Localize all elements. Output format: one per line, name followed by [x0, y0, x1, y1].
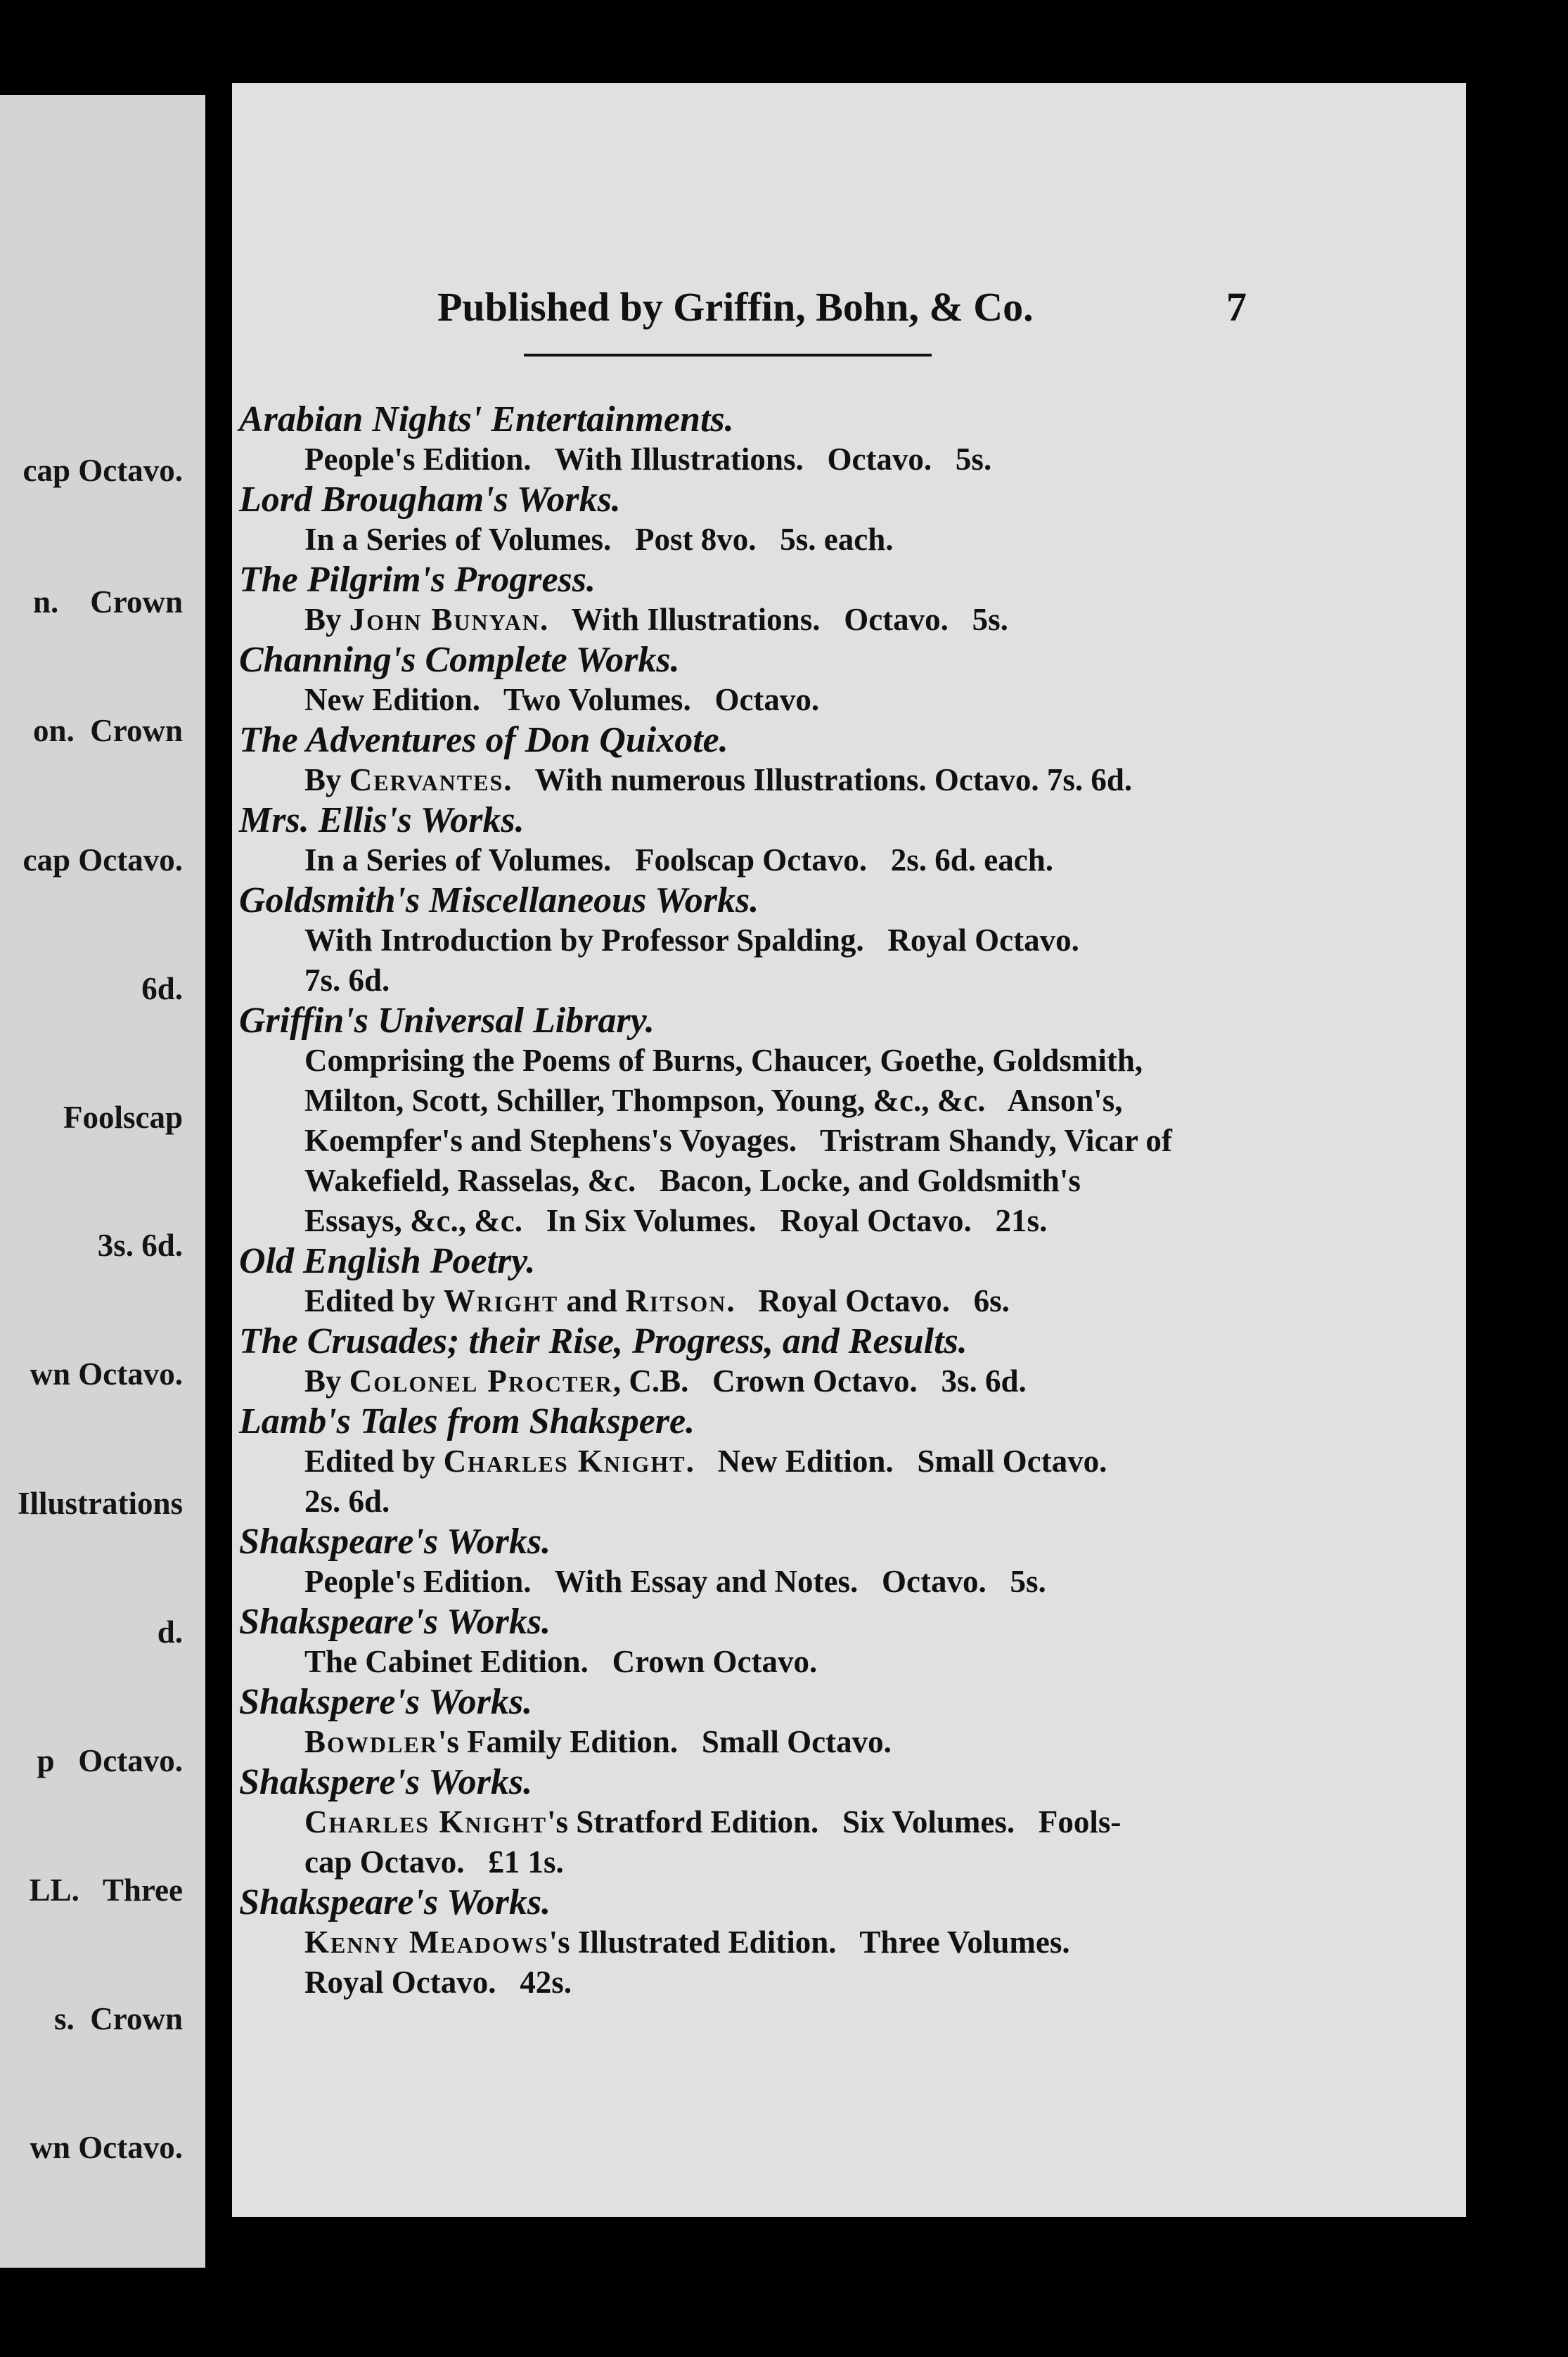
left-fragment: n. Crown: [33, 584, 183, 619]
book-title: Shakspere's Works.: [239, 1682, 533, 1722]
book-list: [239, 399, 1294, 2003]
book-entry: [239, 880, 1294, 1001]
left-fragment: Illustrations: [17, 1486, 183, 1521]
page-header: [232, 283, 1466, 340]
book-detail: Bowdler's Family Edition. Small Octavo.: [304, 1724, 892, 1759]
book-detail: People's Edition. With Illustrations. Octavo. 5s.: [304, 442, 992, 477]
book-title: The Crusades; their Rise, Progress, and Results.: [239, 1321, 968, 1361]
book-detail: The Cabinet Edition. Crown Octavo.: [304, 1644, 818, 1679]
book-detail: In a Series of Volumes. Post 8vo. 5s. each.: [304, 522, 894, 557]
book-entry: [239, 1602, 1294, 1682]
running-head: Published by Griffin, Bohn, & Co.: [437, 284, 1034, 330]
left-fragment: p Octavo.: [37, 1743, 183, 1778]
book-entry: [239, 480, 1294, 560]
book-title: Lord Brougham's Works.: [239, 480, 621, 520]
book-entry: [239, 560, 1294, 640]
book-title: Channing's Complete Works.: [239, 640, 680, 680]
book-detail: By John Bunyan. With Illustrations. Octavo. 5s.: [304, 602, 1008, 637]
book-entry: [239, 399, 1294, 480]
book-detail: Comprising the Poems of Burns, Chaucer, Goethe, Goldsmith, Milton, Scott, Schiller, Thompson, Young, &c., &c. Anson's, Koempfer's and Stephens's Voyages. Tristram Shandy, Vicar of Wakefield, Rasselas, &c. Bacon, Locke, and Goldsmith's Essays, &c., &c. In Six Volumes. Royal Octavo. 21s.: [304, 1043, 1172, 1238]
left-fragment: cap Octavo.: [23, 842, 183, 878]
left-fragment: s. Crown: [54, 2001, 183, 2036]
book-entry: [239, 640, 1294, 720]
book-entry: [239, 1401, 1294, 1522]
book-entry: [239, 1001, 1294, 1241]
left-fragment: LL. Three: [29, 1873, 183, 1908]
book-title: Arabian Nights' Entertainments.: [239, 399, 734, 439]
book-title: The Adventures of Don Quixote.: [239, 720, 728, 760]
book-entry: [239, 1762, 1294, 1882]
book-title: The Pilgrim's Progress.: [239, 560, 596, 600]
book-title: Shakspeare's Works.: [239, 1882, 551, 1922]
book-title: Shakspeare's Works.: [239, 1602, 551, 1642]
book-detail: Edited by Wright and Ritson. Royal Octavo. 6s.: [304, 1283, 1010, 1318]
book-entry: [239, 720, 1294, 800]
book-entry: [239, 1522, 1294, 1602]
book-title: Mrs. Ellis's Works.: [239, 800, 525, 840]
book-title: Shakspeare's Works.: [239, 1522, 551, 1562]
book-detail: Kenny Meadows's Illustrated Edition. Three Volumes. Royal Octavo. 42s.: [304, 1925, 1070, 2000]
header-rule: [524, 354, 932, 357]
book-detail: With Introduction by Professor Spalding. Royal Octavo. 7s. 6d.: [304, 923, 1079, 998]
book-detail: In a Series of Volumes. Foolscap Octavo. 2s. 6d. each.: [304, 842, 1054, 878]
book-entry: [239, 1241, 1294, 1321]
book-entry: [239, 1682, 1294, 1762]
book-detail: By Cervantes. With numerous Illustrations. Octavo. 7s. 6d.: [304, 762, 1133, 797]
book-entry: [239, 1882, 1294, 2003]
left-fragment: Foolscap: [63, 1100, 183, 1135]
left-fragment: wn Octavo.: [30, 1356, 183, 1392]
book-detail: Edited by Charles Knight. New Edition. Small Octavo. 2s. 6d.: [304, 1444, 1107, 1519]
book-entry: [239, 800, 1294, 880]
left-fragment: 3s. 6d.: [97, 1228, 183, 1263]
book-title: Griffin's Universal Library.: [239, 1001, 655, 1041]
left-fragment: wn Octavo.: [30, 2130, 183, 2165]
left-fragment: d.: [157, 1614, 183, 1650]
book-detail: By Colonel Procter, C.B. Crown Octavo. 3s. 6d.: [304, 1363, 1027, 1399]
left-fragment: on. Crown: [33, 713, 183, 748]
page-number: 7: [1226, 284, 1247, 330]
catalogue-page: [232, 83, 1466, 2217]
book-title: Lamb's Tales from Shakspere.: [239, 1401, 695, 1441]
book-title: Shakspere's Works.: [239, 1762, 533, 1802]
book-title: Goldsmith's Miscellaneous Works.: [239, 880, 759, 920]
left-fragment: cap Octavo.: [23, 453, 183, 488]
left-fragment: 6d.: [141, 971, 183, 1006]
book-detail: New Edition. Two Volumes. Octavo.: [304, 682, 820, 717]
book-title: Old English Poetry.: [239, 1241, 536, 1281]
adjacent-page-fragment: [0, 95, 205, 2268]
book-detail: Charles Knight's Stratford Edition. Six Volumes. Fools- cap Octavo. £1 1s.: [304, 1804, 1122, 1880]
book-entry: [239, 1321, 1294, 1401]
book-detail: People's Edition. With Essay and Notes. Octavo. 5s.: [304, 1564, 1046, 1599]
